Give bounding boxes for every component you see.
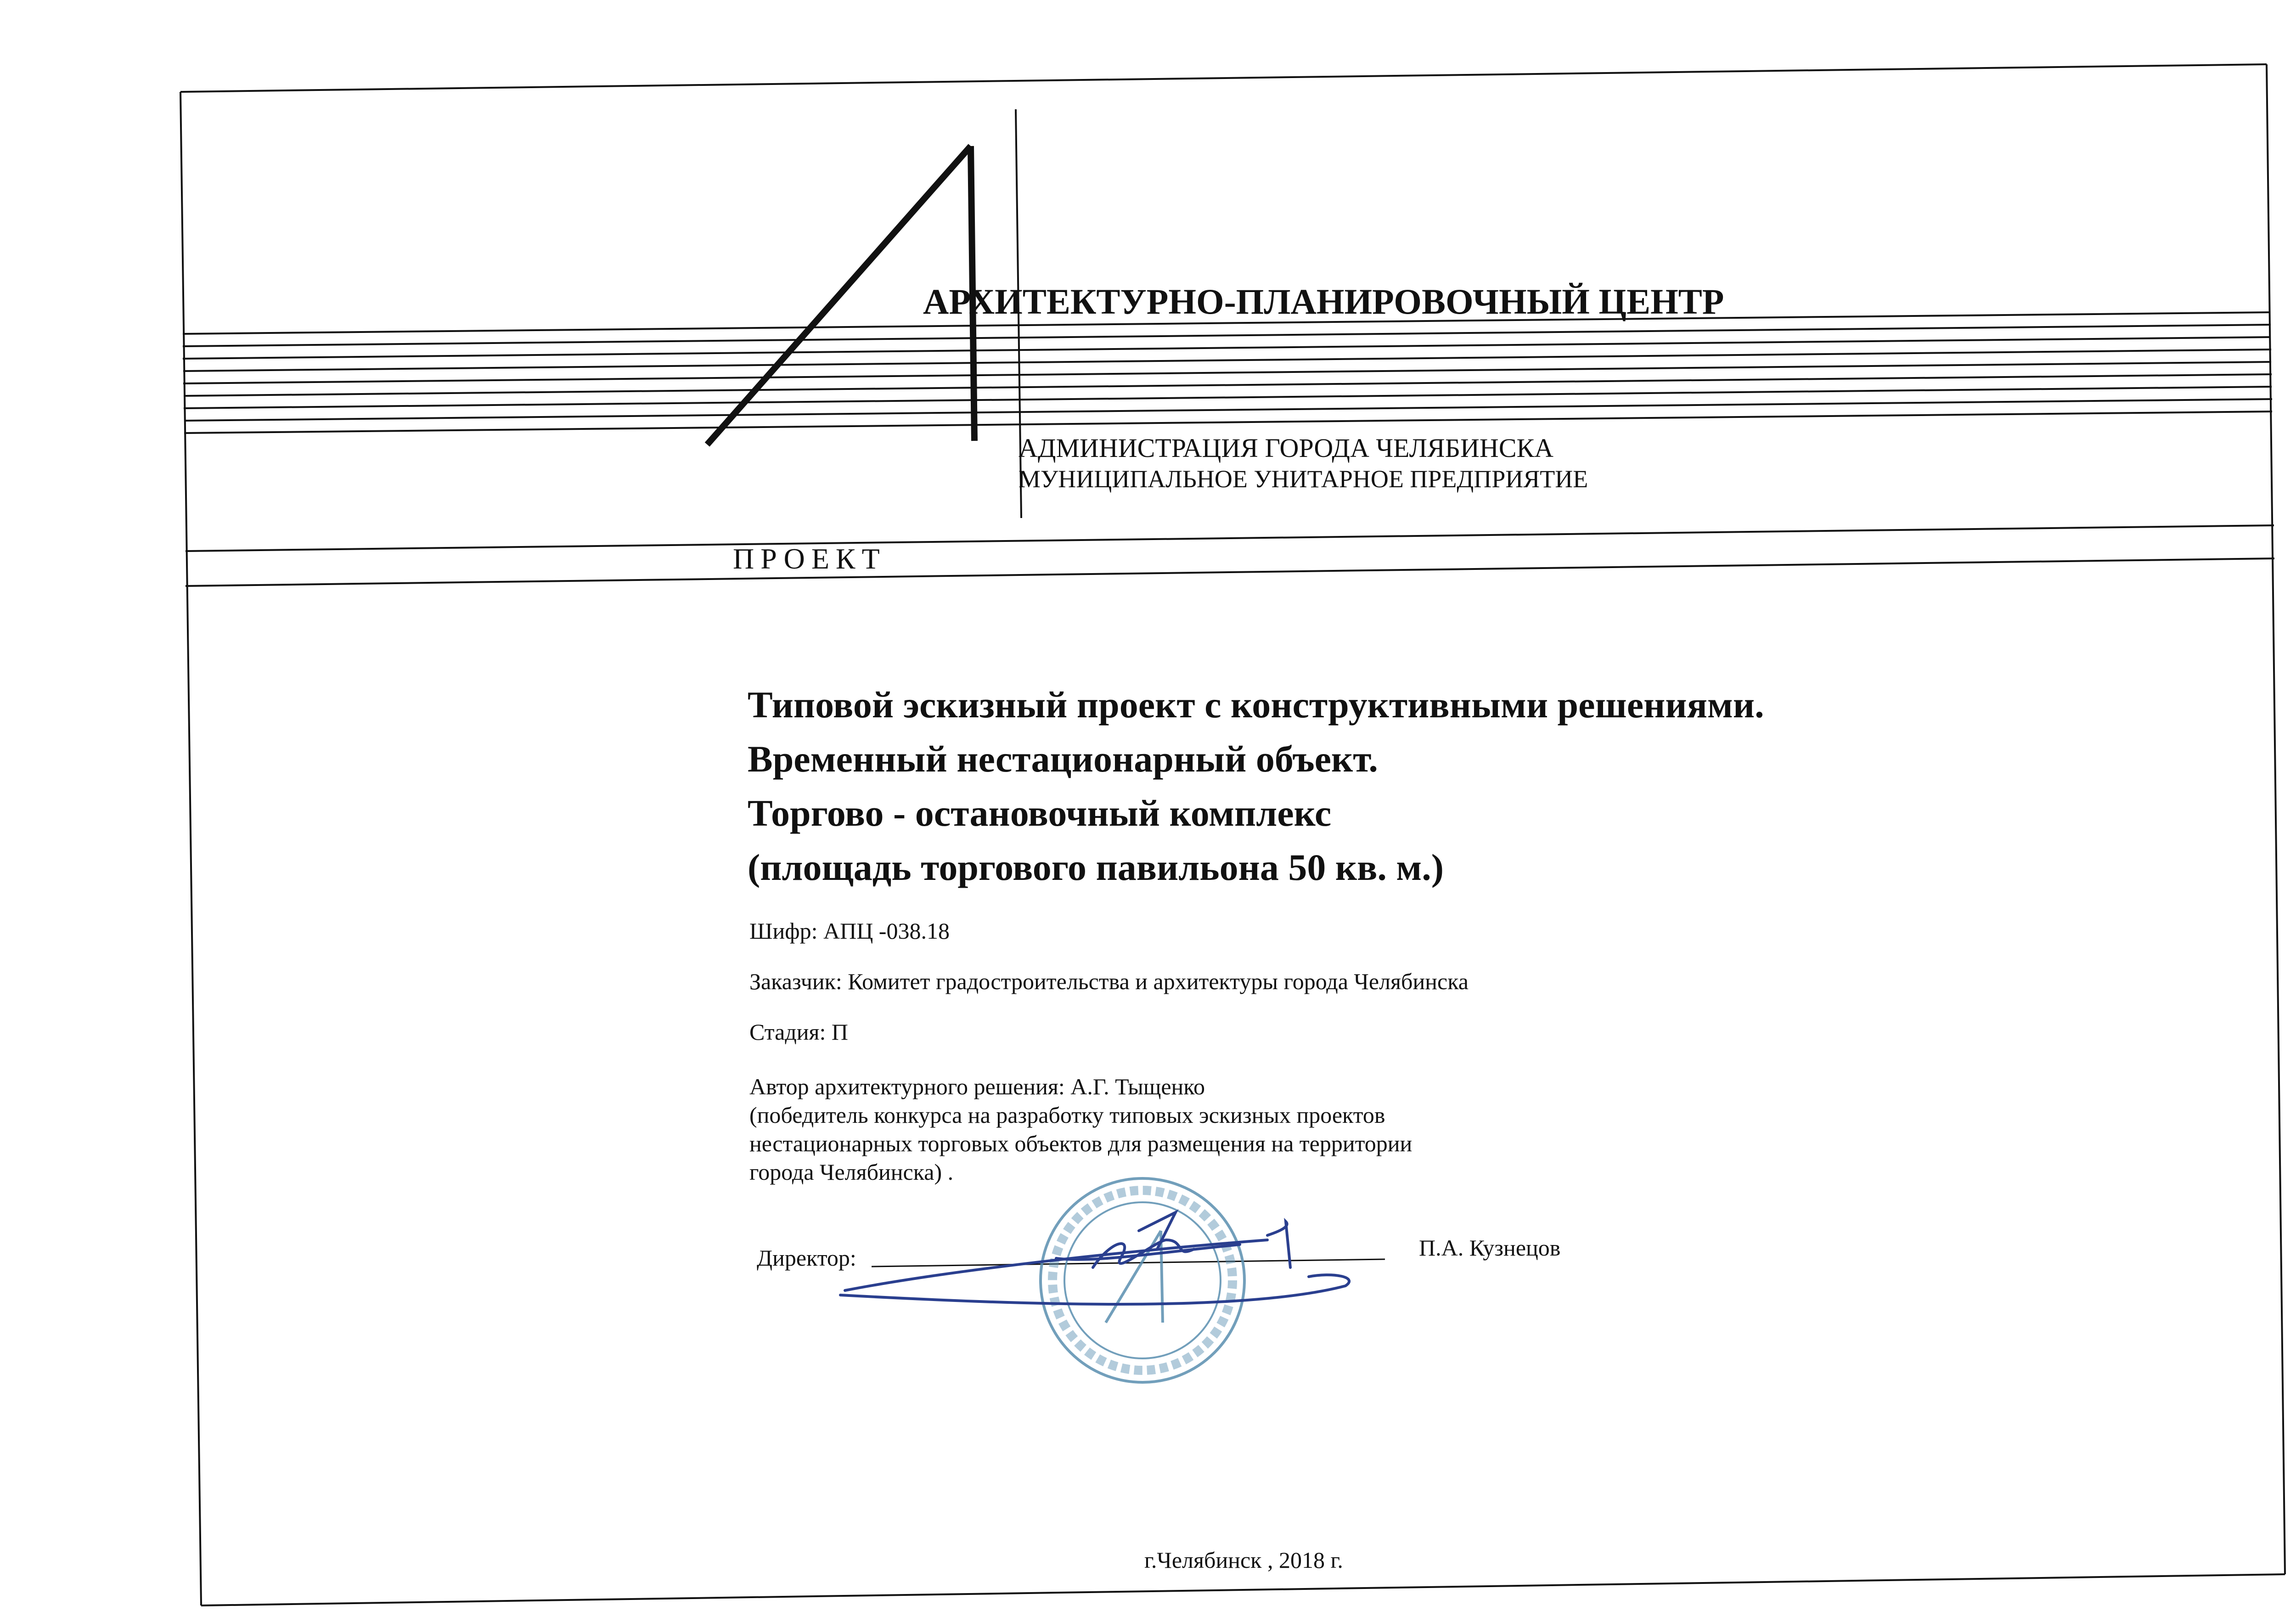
city-year: г.Челябинск , 2018 г. [1144, 1547, 1343, 1573]
administration-name: АДМИНИСТРАЦИЯ ГОРОДА ЧЕЛЯБИНСКА [1019, 433, 1554, 463]
project-title-line: Временный нестационарный объект. [748, 738, 1378, 780]
project-title-line: Типовой эскизный проект с конструктивными решениями. [748, 684, 1764, 726]
project-label: ПРОЕКТ [733, 542, 886, 575]
project-title [748, 678, 1764, 895]
author-block [749, 1072, 1412, 1186]
enterprise-type: МУНИЦИПАЛЬНОЕ УНИТАРНОЕ ПРЕДПРИЯТИЕ [1019, 465, 1588, 493]
director-label: Директор: [757, 1245, 856, 1271]
round-stamp-icon [1041, 1178, 1244, 1382]
project-code: Шифр: АПЦ -038.18 [749, 918, 950, 944]
project-band-lines [186, 525, 2274, 586]
header-rule-lines [183, 312, 2272, 433]
project-customer: Заказчик: Комитет градостроительства и архитектуры города Челябинска [749, 969, 1469, 994]
author-line: нестационарных торговых объектов для размещения на территории [749, 1131, 1412, 1156]
org-title: АРХИТЕКТУРНО-ПЛАНИРОВОЧНЫЙ ЦЕНТР [923, 282, 1724, 321]
project-title-line: Торгово - остановочный комплекс [748, 792, 1332, 834]
director-name: П.А. Кузнецов [1419, 1235, 1561, 1261]
author-line: города Челябинска) . [749, 1159, 954, 1185]
project-title-line: (площадь торгового павильона 50 кв. м.) [748, 846, 1444, 888]
project-stage: Стадия: П [749, 1019, 849, 1045]
handwritten-signature-icon [840, 1212, 1349, 1304]
author-line: Автор архитектурного решения: А.Г. Тыщенко [749, 1074, 1205, 1099]
author-line: (победитель конкурса на разработку типовых эскизных проектов [749, 1102, 1385, 1128]
